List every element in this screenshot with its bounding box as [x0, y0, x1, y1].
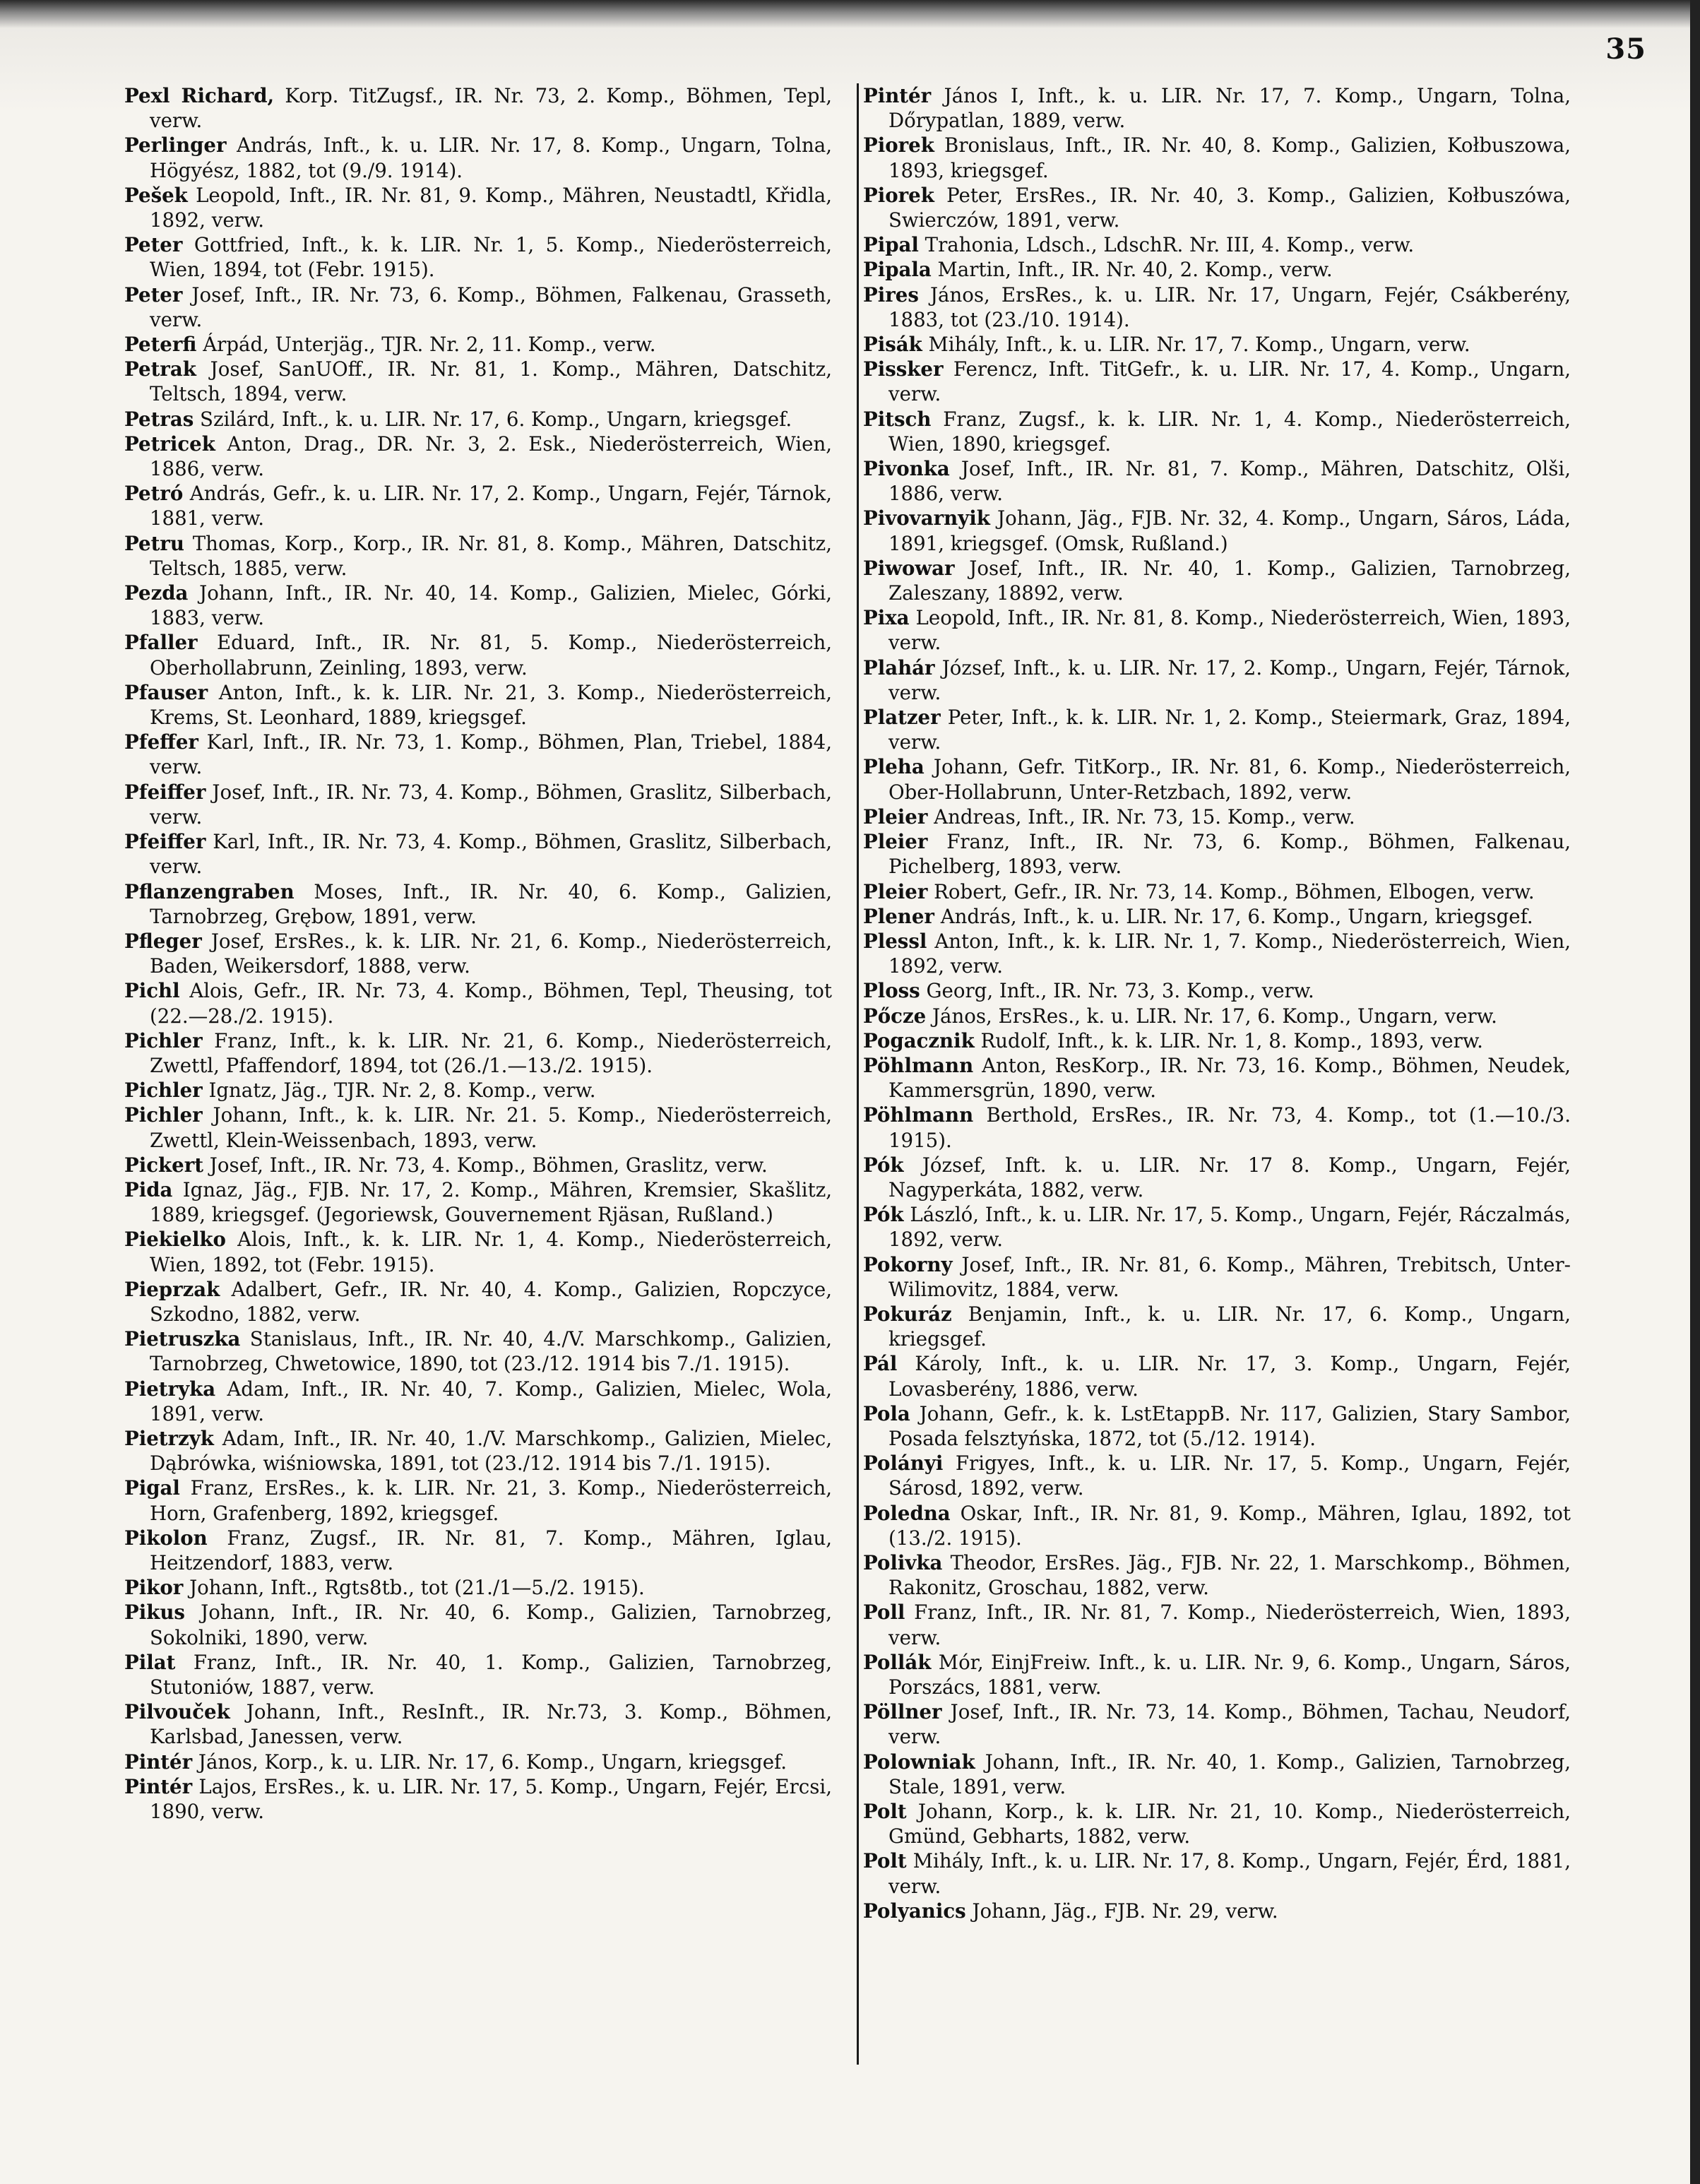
- entry-surname: Pfeiffer: [124, 830, 206, 854]
- roster-entry: [124, 357, 832, 406]
- roster-entry: [124, 1526, 832, 1575]
- roster-entry: [863, 805, 1571, 829]
- roster-entry: [124, 680, 832, 730]
- column-divider: [857, 83, 859, 2065]
- roster-entry: [124, 1377, 832, 1426]
- entry-details: János, Korp., k. u. LIR. Nr. 17, 6. Komp., Ungarn, kriegsgef.: [192, 1750, 787, 1774]
- entry-details: Franz, Zugsf., k. k. LIR. Nr. 1, 4. Komp., Niederösterreich, Wien, 1890, kriegsgef.: [888, 407, 1571, 456]
- roster-entry: [863, 257, 1571, 282]
- roster-entry: [124, 1575, 832, 1600]
- entry-details: Bronislaus, Inft., IR. Nr. 40, 8. Komp., Galizien, Kołbuszowa, 1893, kriegsgef.: [888, 133, 1571, 182]
- entry-surname: Pók: [863, 1203, 904, 1227]
- entry-details: Johann, Gefr., k. k. LstEtappB. Nr. 117, Galizien, Stary Sambor, Posada felsztyńska, 1872, tot (5./12. 1914).: [888, 1401, 1571, 1450]
- entry-surname: Petras: [124, 407, 194, 431]
- roster-entry: [124, 432, 832, 481]
- roster-entry: [863, 183, 1571, 232]
- entry-details: Alois, Inft., k. k. LIR. Nr. 1, 4. Komp., Niederösterreich, Wien, 1892, tot (Febr. 1915).: [150, 1228, 832, 1276]
- roster-entry: [863, 1153, 1571, 1202]
- entry-details: Oskar, Inft., IR. Nr. 81, 9. Komp., Mähren, Iglau, 1892, tot (13./2. 1915).: [888, 1501, 1571, 1550]
- entry-details: Johann, Inft., ResInft., IR. Nr.73, 3. Komp., Böhmen, Karlsbad, Janessen, verw.: [150, 1700, 832, 1749]
- entry-details: Eduard, Inft., IR. Nr. 81, 5. Komp., Niederösterreich, Oberhollabrunn, Zeinling, 1893, verw.: [150, 631, 832, 679]
- roster-entry: [124, 1600, 832, 1649]
- entry-surname: Piekielko: [124, 1228, 226, 1252]
- roster-entry: [863, 1252, 1571, 1302]
- entry-surname: Pipal: [863, 233, 919, 257]
- entry-surname: Pola: [863, 1401, 910, 1425]
- roster-entry: [863, 1699, 1571, 1749]
- entry-surname: Pichler: [124, 1079, 203, 1103]
- entry-surname: Pikus: [124, 1601, 185, 1625]
- entry-surname: Pexl Richard,: [124, 84, 275, 107]
- entry-details: Johann, Korp., k. k. LIR. Nr. 21, 10. Komp., Niederösterreich, Gmünd, Gebharts, 1882, verw.: [888, 1800, 1571, 1848]
- entry-details: Karl, Inft., IR. Nr. 73, 1. Komp., Böhmen, Plan, Triebel, 1884, verw.: [150, 730, 832, 779]
- roster-entry: [863, 1351, 1571, 1401]
- entry-surname: Pogacznik: [863, 1028, 975, 1052]
- entry-surname: Poledna: [863, 1501, 951, 1525]
- entry-details: Mihály, Inft., k. u. LIR. Nr. 17, 8. Komp., Ungarn, Fejér, Érd, 1881, verw.: [888, 1849, 1571, 1898]
- right-column: [863, 83, 1571, 1923]
- roster-entry: [124, 1750, 832, 1774]
- roster-entry: [863, 1053, 1571, 1103]
- entry-surname: Pešek: [124, 183, 188, 207]
- entry-details: Peter, ErsRes., IR. Nr. 40, 3. Komp., Galizien, Kołbuszówa, Swierczów, 1891, verw.: [888, 183, 1571, 232]
- entry-details: Johann, Gefr. TitKorp., IR. Nr. 81, 6. Komp., Niederösterreich, Ober-Hollabrunn, Unter-Retzbach, 1892, verw.: [888, 755, 1571, 804]
- roster-entry: [863, 83, 1571, 133]
- roster-entry: [863, 1650, 1571, 1699]
- entry-details: József, Inft. k. u. LIR. Nr. 17 8. Komp., Ungarn, Fejér, Nagyperkáta, 1882, verw.: [888, 1153, 1571, 1201]
- roster-entry: [124, 978, 832, 1028]
- entry-details: Andreas, Inft., IR. Nr. 73, 15. Komp., verw.: [927, 805, 1355, 829]
- entry-details: Josef, Inft., IR. Nr. 81, 6. Komp., Mähren, Trebitsch, Unter-Wilimovitz, 1884, verw.: [888, 1252, 1571, 1301]
- entry-surname: Pokuráz: [863, 1302, 952, 1326]
- roster-entry: [863, 705, 1571, 754]
- entry-details: Stanislaus, Inft., IR. Nr. 40, 4./V. Marschkomp., Galizien, Tarnobrzeg, Chwetowice, 1890, tot (23./12. 1914 bis 7./1. 1915).: [150, 1327, 832, 1376]
- entry-surname: Petró: [124, 482, 184, 506]
- entry-surname: Pivovarnyik: [863, 506, 990, 530]
- roster-entry: [124, 630, 832, 679]
- entry-surname: Pikor: [124, 1576, 184, 1600]
- entry-details: Franz, Inft., IR. Nr. 73, 6. Komp., Böhmen, Falkenau, Pichelberg, 1893, verw.: [888, 830, 1571, 879]
- roster-entry: [863, 1028, 1571, 1053]
- entry-details: Josef, Inft., IR. Nr. 73, 14. Komp., Böhmen, Tachau, Neudorf, verw.: [888, 1700, 1571, 1749]
- entry-surname: Pezda: [124, 581, 189, 605]
- roster-entry: [124, 133, 832, 182]
- entry-details: András, Gefr., k. u. LIR. Nr. 17, 2. Komp., Ungarn, Fejér, Tárnok, 1881, verw.: [150, 482, 832, 530]
- entry-details: Franz, Inft., IR. Nr. 40, 1. Komp., Galizien, Tarnobrzeg, Stutoniów, 1887, verw.: [150, 1650, 832, 1699]
- roster-entry: [124, 332, 832, 357]
- entry-surname: Peter: [124, 233, 183, 257]
- left-column: [124, 83, 832, 1824]
- entry-details: János I, Inft., k. u. LIR. Nr. 17, 7. Komp., Ungarn, Tolna, Dőrypatlan, 1889, verw.: [888, 84, 1571, 133]
- entry-surname: Pöhlmann: [863, 1103, 974, 1127]
- entry-surname: Pixa: [863, 606, 910, 630]
- roster-entry: [863, 232, 1571, 257]
- roster-entry: [124, 283, 832, 332]
- entry-details: Georg, Inft., IR. Nr. 73, 3. Komp., verw.: [920, 979, 1314, 1003]
- entry-surname: Pleier: [863, 830, 928, 854]
- entry-details: László, Inft., k. u. LIR. Nr. 17, 5. Komp., Ungarn, Fejér, Ráczalmás, 1892, verw.: [888, 1203, 1571, 1252]
- entry-surname: Poll: [863, 1601, 905, 1625]
- entry-details: Johann, Inft., IR. Nr. 40, 1. Komp., Galizien, Tarnobrzeg, Stale, 1891, verw.: [888, 1750, 1571, 1798]
- entry-surname: Pichler: [124, 1028, 203, 1052]
- roster-entry: [124, 232, 832, 282]
- entry-surname: Pöllner: [863, 1700, 942, 1724]
- entry-details: Josef, ErsRes., k. k. LIR. Nr. 21, 6. Komp., Niederösterreich, Baden, Weikersdorf, 1888, verw.: [150, 929, 832, 978]
- roster-entry: [124, 83, 832, 133]
- entry-details: Karl, Inft., IR. Nr. 73, 4. Komp., Böhmen, Graslitz, Silberbach, verw.: [150, 830, 832, 879]
- entry-details: Johann, Jäg., FJB. Nr. 32, 4. Komp., Ungarn, Sáros, Láda, 1891, kriegsgef. (Omsk, Rußland.): [888, 506, 1571, 555]
- entry-details: Mór, EinjFreiw. Inft., k. u. LIR. Nr. 9, 6. Komp., Ungarn, Sáros, Porszács, 1881, verw.: [888, 1650, 1571, 1699]
- roster-entry: [124, 1277, 832, 1327]
- entry-surname: Pisák: [863, 333, 922, 357]
- entry-details: Johann, Inft., IR. Nr. 40, 14. Komp., Galizien, Mielec, Górki, 1883, verw.: [150, 581, 832, 630]
- roster-entry: [863, 407, 1571, 456]
- entry-details: András, Inft., k. u. LIR. Nr. 17, 6. Komp., Ungarn, kriegsgef.: [934, 904, 1533, 928]
- roster-entry: [124, 1153, 832, 1177]
- roster-entry: [124, 1699, 832, 1749]
- entry-details: Josef, Inft., IR. Nr. 73, 4. Komp., Böhmen, Graslitz, Silberbach, verw.: [150, 780, 832, 829]
- roster-entry: [124, 1476, 832, 1525]
- entry-surname: Pollák: [863, 1650, 932, 1674]
- entry-surname: Pietryka: [124, 1377, 216, 1401]
- entry-surname: Polányi: [863, 1452, 944, 1476]
- entry-details: Leopold, Inft., IR. Nr. 81, 9. Komp., Mähren, Neustadtl, Křidla, 1892, verw.: [150, 183, 832, 232]
- entry-surname: Polt: [863, 1800, 907, 1824]
- entry-details: Ferencz, Inft. TitGefr., k. u. LIR. Nr. 17, 4. Komp., Ungarn, verw.: [888, 357, 1571, 406]
- entry-surname: Petru: [124, 531, 184, 555]
- roster-entry: [863, 879, 1571, 904]
- roster-entry: [863, 1401, 1571, 1451]
- roster-entry: [124, 730, 832, 779]
- roster-entry: [863, 1600, 1571, 1649]
- entry-details: Franz, ErsRes., k. k. LIR. Nr. 21, 3. Komp., Niederösterreich, Horn, Grafenberg, 1892, kriegsgef.: [150, 1476, 832, 1525]
- roster-entry: [863, 1451, 1571, 1500]
- entry-details: Károly, Inft., k. u. LIR. Nr. 17, 3. Komp., Ungarn, Fejér, Lovasberény, 1886, verw.: [888, 1352, 1571, 1401]
- entry-surname: Ploss: [863, 979, 920, 1003]
- roster-entry: [863, 357, 1571, 406]
- roster-entry: [124, 929, 832, 978]
- entry-surname: Pilat: [124, 1650, 176, 1674]
- roster-entry: [863, 829, 1571, 879]
- roster-entry: [863, 556, 1571, 605]
- entry-surname: Polowniak: [863, 1750, 975, 1774]
- entry-details: Leopold, Inft., IR. Nr. 81, 8. Komp., Niederösterreich, Wien, 1893, verw.: [888, 606, 1571, 655]
- roster-entry: [124, 879, 832, 929]
- entry-surname: Pfeiffer: [124, 780, 206, 804]
- roster-entry: [863, 605, 1571, 655]
- entry-surname: Pintér: [863, 84, 932, 107]
- entry-details: Johann, Inft., k. k. LIR. Nr. 21. 5. Komp., Niederösterreich, Zwettl, Klein-Weissenbach, 1893, verw.: [150, 1103, 832, 1152]
- roster-entry: [863, 1501, 1571, 1550]
- entry-details: Ignatz, Jäg., TJR. Nr. 2, 8. Komp., verw.: [202, 1079, 596, 1103]
- entry-surname: Pleha: [863, 755, 925, 779]
- roster-entry: [124, 1028, 832, 1078]
- entry-surname: Pissker: [863, 357, 944, 381]
- entry-surname: Pichl: [124, 979, 180, 1003]
- entry-surname: Petrak: [124, 357, 196, 381]
- entry-details: Anton, Inft., k. k. LIR. Nr. 1, 7. Komp., Niederösterreich, Wien, 1892, verw.: [888, 929, 1571, 978]
- entry-details: Thomas, Korp., Korp., IR. Nr. 81, 8. Komp., Mähren, Datschitz, Teltsch, 1885, verw.: [150, 531, 832, 580]
- entry-surname: Plessl: [863, 929, 927, 953]
- entry-surname: Pikolon: [124, 1526, 208, 1550]
- roster-entry: [124, 407, 832, 432]
- roster-entry: [124, 1327, 832, 1376]
- roster-entry: [124, 829, 832, 879]
- entry-surname: Pigal: [124, 1476, 180, 1500]
- entry-surname: Pál: [863, 1352, 898, 1376]
- entry-surname: Pőcze: [863, 1004, 927, 1028]
- roster-entry: [124, 780, 832, 829]
- entry-details: Robert, Gefr., IR. Nr. 73, 14. Komp., Böhmen, Elbogen, verw.: [927, 879, 1535, 903]
- entry-surname: Plahár: [863, 655, 935, 679]
- entry-details: Martin, Inft., IR. Nr. 40, 2. Komp., verw.: [931, 258, 1333, 282]
- roster-entry: [863, 978, 1571, 1003]
- roster-entry: [124, 531, 832, 581]
- entry-details: Rudolf, Inft., k. k. LIR. Nr. 1, 8. Komp., 1893, verw.: [974, 1028, 1483, 1052]
- roster-entry: [863, 1899, 1571, 1923]
- entry-details: Árpád, Unterjäg., TJR. Nr. 2, 11. Komp., verw.: [196, 333, 656, 357]
- roster-entry: [124, 481, 832, 530]
- roster-entry: [863, 1550, 1571, 1600]
- entry-details: János, ErsRes., k. u. LIR. Nr. 17, Ungarn, Fejér, Csákberény, 1883, tot (23./10. 1914).: [888, 283, 1571, 331]
- entry-details: Theodor, ErsRes. Jäg., FJB. Nr. 22, 1. Marschkomp., Böhmen, Rakonitz, Groschau, 1882, verw.: [888, 1550, 1571, 1600]
- roster-entry: [124, 183, 832, 232]
- entry-surname: Pichler: [124, 1103, 203, 1127]
- entry-surname: Pitsch: [863, 407, 932, 431]
- entry-details: Ignaz, Jäg., FJB. Nr. 17, 2. Komp., Mähren, Kremsier, Skašlitz, 1889, kriegsgef. (Jegoriewsk, Gouvernement Rjäsan, Rußland.): [150, 1177, 832, 1227]
- roster-entry: [863, 1750, 1571, 1799]
- entry-details: Adam, Inft., IR. Nr. 40, 7. Komp., Galizien, Mielec, Wola, 1891, verw.: [150, 1377, 832, 1425]
- entry-details: Frigyes, Inft., k. u. LIR. Nr. 17, 5. Komp., Ungarn, Fejér, Sárosd, 1892, verw.: [888, 1452, 1571, 1500]
- entry-surname: Plener: [863, 904, 934, 928]
- entry-surname: Pfaller: [124, 631, 198, 655]
- entry-details: József, Inft., k. u. LIR. Nr. 17, 2. Komp., Ungarn, Fejér, Tárnok, verw.: [888, 655, 1571, 704]
- entry-details: Franz, Inft., k. k. LIR. Nr. 21, 6. Komp., Niederösterreich, Zwettl, Pfaffendorf, 1894, tot (26./1.—13./2. 1915).: [150, 1028, 832, 1077]
- roster-entry: [863, 904, 1571, 929]
- entry-details: Anton, Drag., DR. Nr. 3, 2. Esk., Niederösterreich, Wien, 1886, verw.: [150, 432, 832, 481]
- entry-details: Josef, Inft., IR. Nr. 40, 1. Komp., Galizien, Tarnobrzeg, Zaleszany, 18892, verw.: [888, 556, 1571, 605]
- entry-surname: Pieprzak: [124, 1277, 220, 1301]
- entry-details: Josef, Inft., IR. Nr. 73, 4. Komp., Böhmen, Graslitz, verw.: [203, 1153, 768, 1177]
- roster-entry: [863, 283, 1571, 332]
- entry-details: Korp. TitZugsf., IR. Nr. 73, 2. Komp., Böhmen, Tepl, verw.: [150, 84, 832, 133]
- entry-surname: Polyanics: [863, 1899, 966, 1923]
- entry-details: Franz, Inft., IR. Nr. 81, 7. Komp., Niederösterreich, Wien, 1893, verw.: [888, 1601, 1571, 1649]
- page-number: 35: [1605, 32, 1646, 66]
- roster-entry: [124, 1103, 832, 1152]
- roster-entry: [863, 1004, 1571, 1028]
- entry-details: Moses, Inft., IR. Nr. 40, 6. Komp., Galizien, Tarnobrzeg, Grębow, 1891, verw.: [150, 879, 832, 928]
- entry-surname: Piorek: [863, 183, 934, 207]
- roster-entry: [124, 1774, 832, 1824]
- roster-entry: [124, 1426, 832, 1476]
- entry-details: Trahonia, Ldsch., LdschR. Nr. III, 4. Komp., verw.: [918, 233, 1415, 257]
- entry-details: Szilárd, Inft., k. u. LIR. Nr. 17, 6. Komp., Ungarn, kriegsgef.: [194, 407, 792, 431]
- entry-surname: Pivonka: [863, 457, 950, 481]
- roster-entry: [124, 1227, 832, 1276]
- entry-details: Josef, SanUOff., IR. Nr. 81, 1. Komp., Mähren, Datschitz, Teltsch, 1894, verw.: [150, 357, 832, 406]
- roster-entry: [863, 506, 1571, 555]
- entry-details: Adam, Inft., IR. Nr. 40, 1./V. Marschkomp., Galizien, Mielec, Dąbrówka, wiśniowska, 1891, tot (23./12. 1914 bis 7./1. 1915).: [150, 1426, 832, 1476]
- entry-details: Peter, Inft., k. k. LIR. Nr. 1, 2. Komp., Steiermark, Graz, 1894, verw.: [888, 706, 1571, 754]
- roster-entry: [863, 332, 1571, 357]
- entry-surname: Pietruszka: [124, 1327, 241, 1351]
- entry-details: Anton, Inft., k. k. LIR. Nr. 21, 3. Komp., Niederösterreich, Krems, St. Leonhard, 1889, kriegsgef.: [150, 680, 832, 730]
- roster-entry: [863, 133, 1571, 182]
- entry-details: Gottfried, Inft., k. k. LIR. Nr. 1, 5. Komp., Niederösterreich, Wien, 1894, tot (Febr. 1915).: [150, 233, 832, 282]
- roster-entry: [863, 1848, 1571, 1898]
- roster-entry: [863, 1799, 1571, 1848]
- entry-details: Berthold, ErsRes., IR. Nr. 73, 4. Komp., tot (1.—10./3. 1915).: [888, 1103, 1571, 1152]
- roster-entry: [124, 1078, 832, 1103]
- entry-surname: Polivka: [863, 1550, 943, 1574]
- entry-surname: Pilvouček: [124, 1700, 230, 1724]
- entry-details: Franz, Zugsf., IR. Nr. 81, 7. Komp., Mähren, Iglau, Heitzendorf, 1883, verw.: [150, 1526, 832, 1574]
- entry-surname: Peterfi: [124, 333, 197, 357]
- entry-surname: Perlinger: [124, 133, 227, 158]
- entry-surname: Pfauser: [124, 680, 208, 704]
- entry-surname: Platzer: [863, 706, 941, 730]
- entry-details: János, ErsRes., k. u. LIR. Nr. 17, 6. Komp., Ungarn, verw.: [926, 1004, 1497, 1028]
- entry-details: Johann, Inft., IR. Nr. 40, 6. Komp., Galizien, Tarnobrzeg, Sokolniki, 1890, verw.: [150, 1601, 832, 1649]
- entry-details: András, Inft., k. u. LIR. Nr. 17, 8. Komp., Ungarn, Tolna, Högyész, 1882, tot (9./9. 1914).: [150, 133, 832, 182]
- entry-surname: Polt: [863, 1849, 907, 1873]
- entry-details: Anton, ResKorp., IR. Nr. 73, 16. Komp., Böhmen, Neudek, Kammersgrün, 1890, verw.: [888, 1053, 1571, 1103]
- entry-surname: Pietrzyk: [124, 1426, 214, 1450]
- entry-surname: Pokorny: [863, 1252, 953, 1276]
- entry-surname: Pintér: [124, 1750, 193, 1774]
- entry-surname: Pöhlmann: [863, 1053, 974, 1077]
- entry-surname: Pickert: [124, 1153, 203, 1177]
- entry-surname: Pfleger: [124, 929, 202, 953]
- entry-details: Alois, Gefr., IR. Nr. 73, 4. Komp., Böhmen, Tepl, Theusing, tot (22.—28./2. 1915).: [150, 979, 832, 1028]
- entry-surname: Pida: [124, 1177, 173, 1201]
- entry-surname: Pipala: [863, 258, 932, 282]
- roster-entry: [124, 1650, 832, 1699]
- entry-surname: Pfeffer: [124, 730, 198, 754]
- roster-entry: [863, 655, 1571, 705]
- entry-surname: Pleier: [863, 879, 928, 903]
- entry-details: Josef, Inft., IR. Nr. 73, 6. Komp., Böhmen, Falkenau, Grasseth, verw.: [150, 283, 832, 331]
- roster-entry: [863, 1103, 1571, 1152]
- roster-entry: [863, 456, 1571, 506]
- roster-entry: [863, 754, 1571, 804]
- roster-entry: [863, 1202, 1571, 1252]
- entry-details: Johann, Jäg., FJB. Nr. 29, verw.: [965, 1899, 1278, 1923]
- roster-entry: [124, 1177, 832, 1227]
- entry-surname: Petricek: [124, 432, 215, 456]
- entry-surname: Piwowar: [863, 556, 955, 580]
- entry-surname: Pók: [863, 1153, 904, 1177]
- roster-entry: [863, 929, 1571, 978]
- entry-details: Josef, Inft., IR. Nr. 81, 7. Komp., Mähren, Datschitz, Olši, 1886, verw.: [888, 457, 1571, 506]
- entry-surname: Pires: [863, 283, 919, 307]
- entry-surname: Pflanzengraben: [124, 879, 295, 903]
- entry-surname: Piorek: [863, 133, 934, 158]
- entry-surname: Pintér: [124, 1774, 193, 1798]
- entry-details: Adalbert, Gefr., IR. Nr. 40, 4. Komp., Galizien, Ropczyce, Szkodno, 1882, verw.: [150, 1277, 832, 1326]
- entry-details: Lajos, ErsRes., k. u. LIR. Nr. 17, 5. Komp., Ungarn, Fejér, Ercsi, 1890, verw.: [150, 1774, 832, 1824]
- entry-details: Benjamin, Inft., k. u. LIR. Nr. 17, 6. Komp., Ungarn, kriegsgef.: [888, 1302, 1571, 1351]
- entry-details: Johann, Inft., Rgts8tb., tot (21./1—5./2. 1915).: [183, 1576, 645, 1600]
- roster-entry: [124, 581, 832, 630]
- entry-surname: Peter: [124, 283, 183, 307]
- roster-entry: [863, 1302, 1571, 1351]
- entry-details: Mihály, Inft., k. u. LIR. Nr. 17, 7. Komp., Ungarn, verw.: [922, 333, 1470, 357]
- entry-surname: Pleier: [863, 805, 928, 829]
